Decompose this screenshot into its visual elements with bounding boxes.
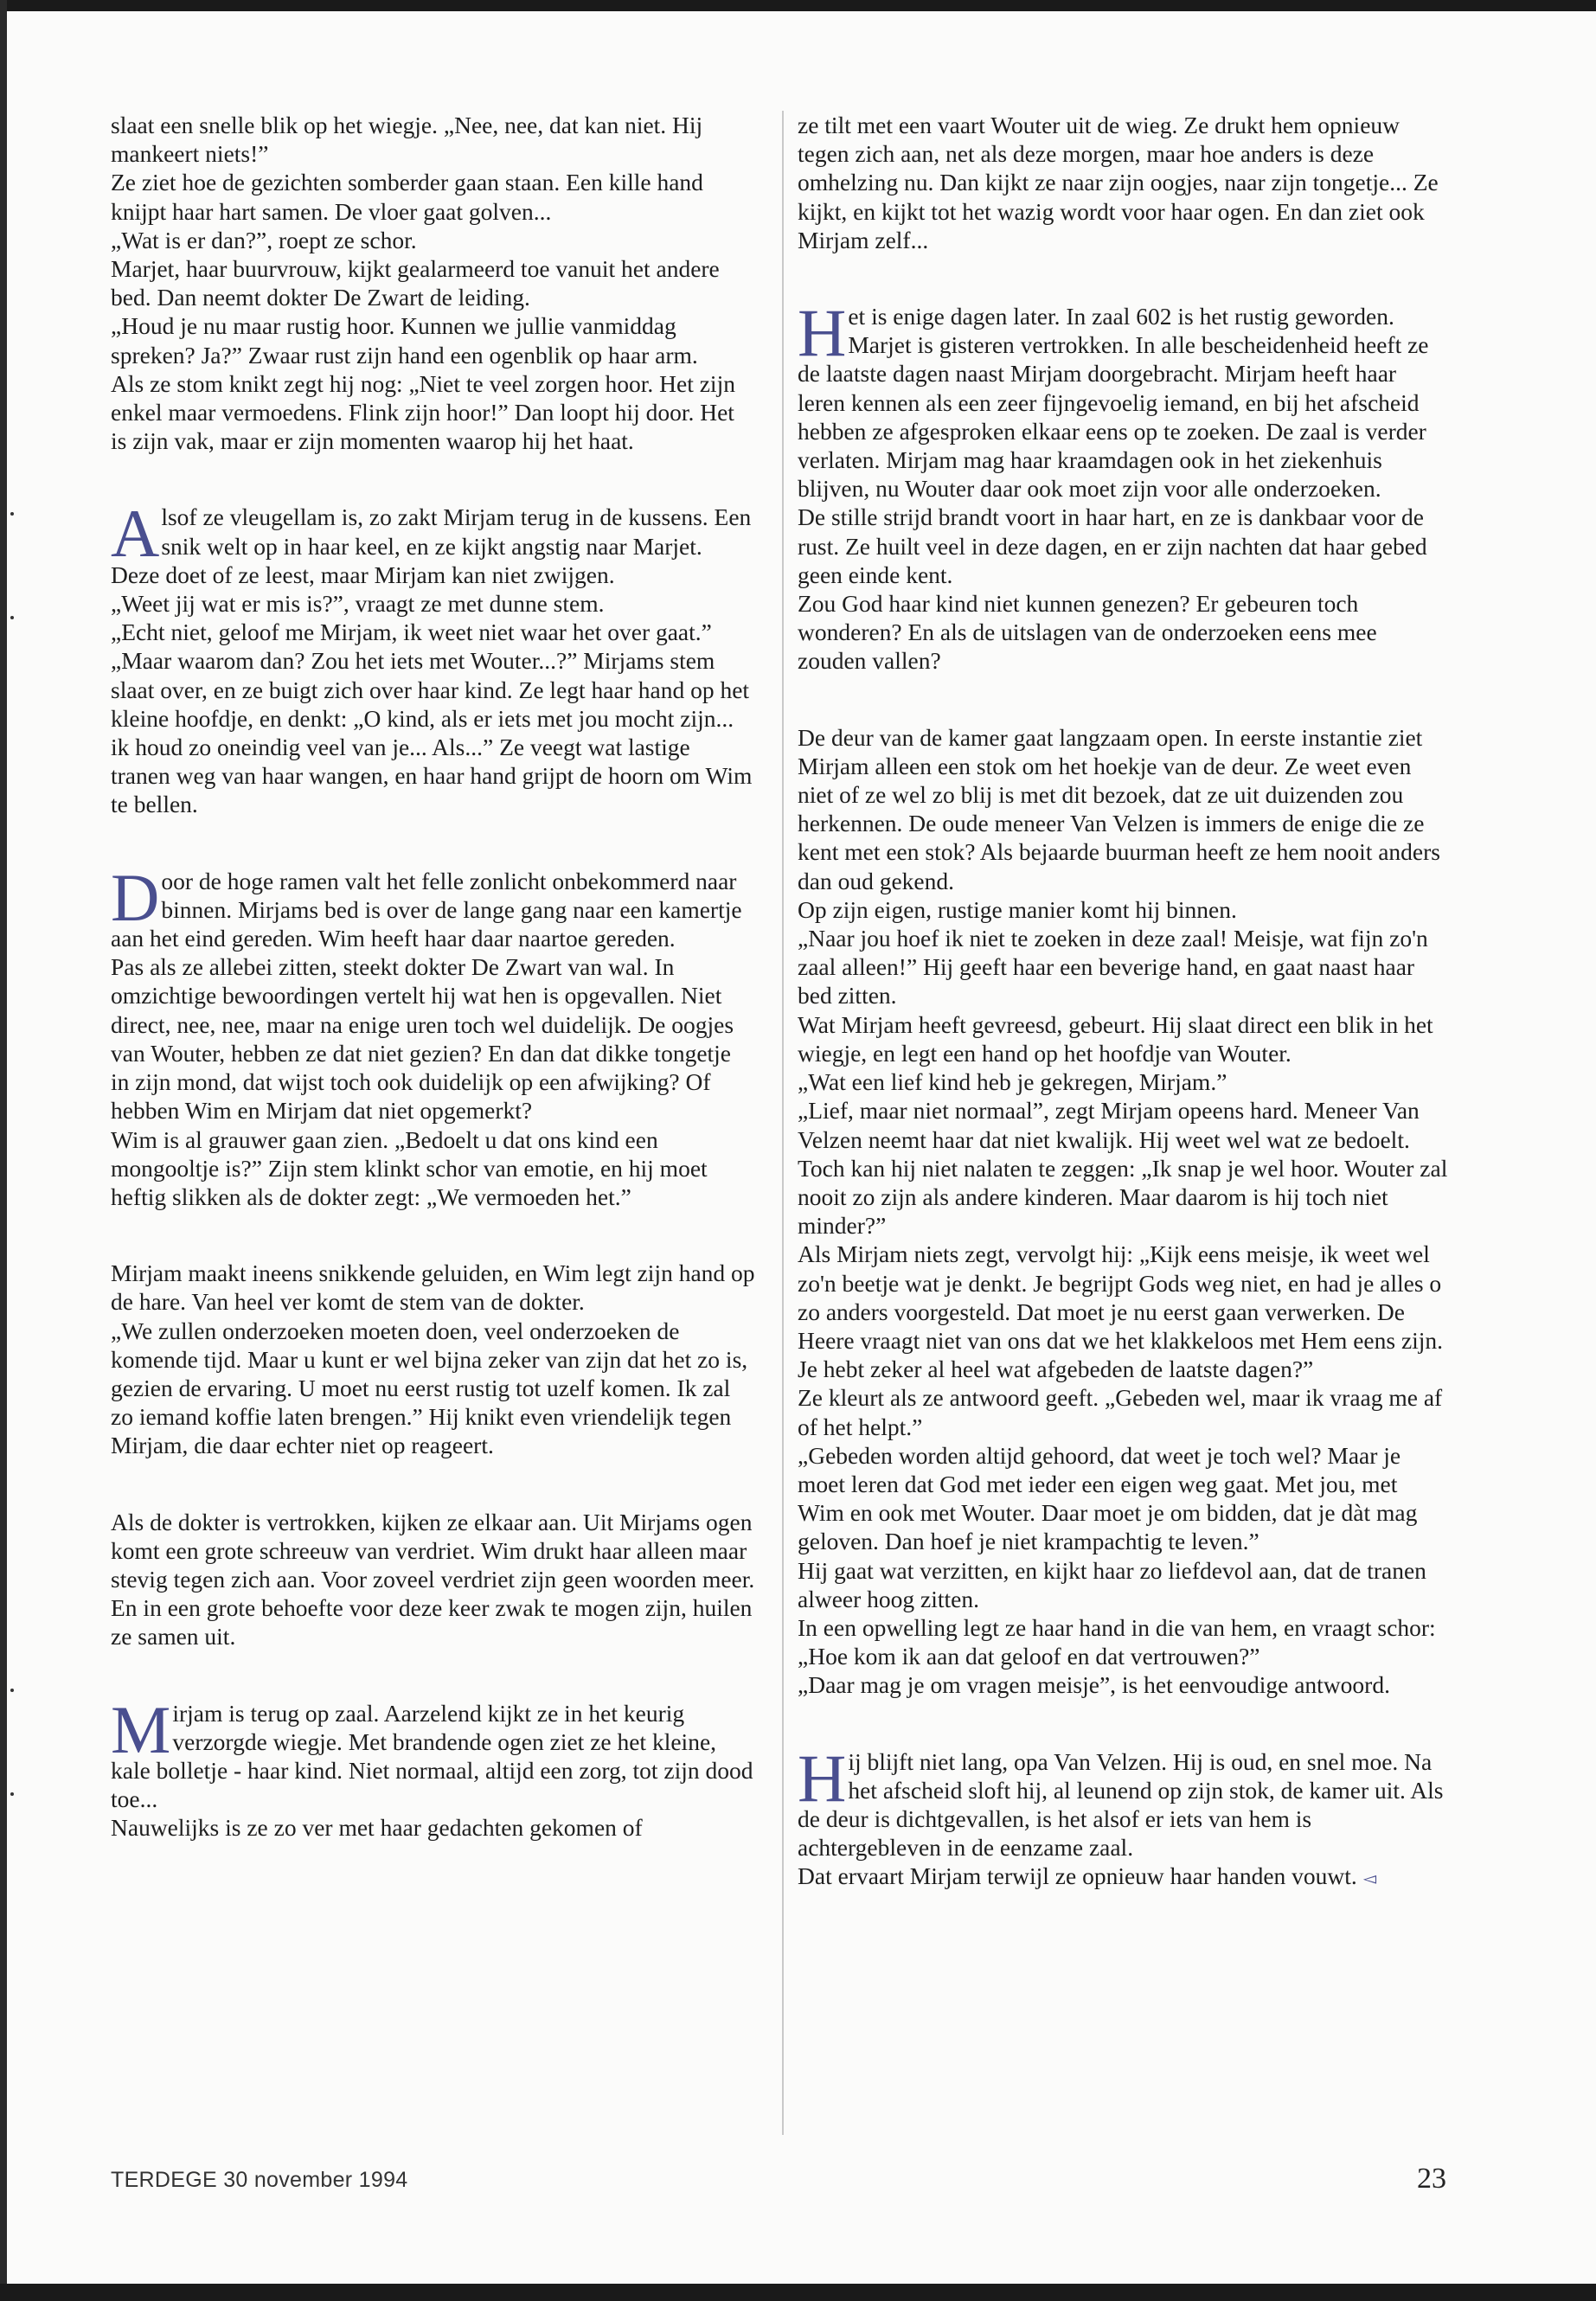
section-gap <box>111 1651 755 1699</box>
paragraph <box>798 1240 1448 1383</box>
paragraph-text: „Echt niet, geloof me Mirjam, ik weet niet waar het over gaat.” <box>111 619 712 646</box>
right-column <box>798 111 1448 1894</box>
section-gap <box>798 254 1448 302</box>
text-section <box>798 723 1448 1700</box>
paragraph-text: Wat Mirjam heeft gevreesd, gebeurt. Hij slaat direct een blik in het wiegje, en legt een hand op het hoofdje van Wouter. <box>798 1010 1433 1067</box>
paragraph-text: „Weet jij wat er mis is?”, vraagt ze met dunne stem. <box>111 590 605 618</box>
left-column <box>111 111 755 1843</box>
paragraph <box>111 646 755 818</box>
bottom-border <box>0 2284 1596 2301</box>
paragraph <box>798 1862 1448 1893</box>
paragraph-text: „Daar mag je om vragen meisje”, is het eenvoudige antwoord. <box>798 1671 1390 1699</box>
section-gap <box>798 676 1448 723</box>
paragraph-text: ze tilt met een vaart Wouter uit de wieg. Ze drukt hem opnieuw tegen zich aan, net als deze morgen, maar hoe anders is deze omhelzing nu. Dan kijkt ze naar zijn oogjes, naar zijn tongetje... Ze kijkt, en kijkt tot het wazig wordt voor haar ogen. En dan ziet ook Mirjam zelf... <box>798 112 1439 253</box>
section-gap <box>111 1460 755 1508</box>
paragraph <box>798 924 1448 1010</box>
paragraph <box>111 618 755 646</box>
paragraph <box>798 111 1448 254</box>
paragraph-text: ij blijft niet lang, opa Van Velzen. Hij is oud, en snel moe. Na het afscheid sloft hij, al leunend op zijn stok, de kamer uit. Als de deur is dichtgevallen, is het alsof er iets van hem is achtergebleven in de eenzame zaal. <box>798 1747 1444 1862</box>
drop-cap: A <box>111 496 160 572</box>
drop-cap: D <box>111 859 160 935</box>
end-of-article-icon: ◅ <box>1362 1868 1377 1889</box>
margin-dot <box>10 1689 14 1692</box>
text-section <box>798 1740 1448 1894</box>
paragraph-text: lsof ze vleugellam is, zo zakt Mirjam terug in de kussens. Een snik welt op in haar keel, en ze kijkt angstig naar Marjet. Deze doet of ze leest, maar Mirjam kan niet zwijgen. <box>111 503 752 588</box>
text-section <box>798 295 1448 676</box>
paragraph-text: oor de hoge ramen valt het felle zonlicht onbekommerd naar binnen. Mirjams bed is over de lange gang naar een kamertje aan het eind gereden. Wim heeft haar daar naartoe gereden. <box>111 867 742 952</box>
paragraph <box>798 1613 1448 1670</box>
drop-cap: H <box>798 295 847 371</box>
paragraph <box>798 723 1448 895</box>
paragraph-text: „Houd je nu maar rustig hoor. Kunnen we jullie vanmiddag spreken? Ja?” Zwaar rust zijn hand een ogenblik op haar arm. <box>111 312 698 369</box>
paragraph-text: et is enige dagen later. In zaal 602 is het rustig geworden. Marjet is gisteren vertrokken. In alle bescheidenheid heeft ze de laatste dagen naast Mirjam doorgebracht. Mirjam heeft haar leren kennen als een zeer fijngevoelig iemand, en bij het afscheid hebben ze afgesproken elkaar eens op te zoeken. De zaal is verder verlaten. Mirjam mag haar kraamdagen ook in het ziekenhuis blijven, nu Wouter daar ook moet zijn voor alle onderzoeken. <box>798 303 1429 503</box>
paragraph-text: „Wat een lief kind heb je gekregen, Mirjam.” <box>798 1068 1227 1096</box>
paragraph-text: Dat ervaart Mirjam terwijl ze opnieuw haar handen vouwt. <box>798 1862 1357 1890</box>
margin-dot <box>10 616 14 619</box>
paragraph-text: irjam is terug op zaal. Aarzelend kijkt ze in het keurig verzorgde wiegje. Met brandende ogen ziet ze het kleine, kale bolletje - haar kind. Niet normaal, altijd een zorg, tot zijn dood toe... <box>111 1699 753 1813</box>
paragraph <box>798 1096 1448 1240</box>
paragraph-text: slaat een snelle blik op het wiegje. „Nee, nee, dat kan niet. Hij mankeert niets!” <box>111 112 703 168</box>
text-section <box>111 111 755 455</box>
page-number: 23 <box>1417 2163 1446 2195</box>
paragraph <box>798 503 1448 589</box>
margin-dot <box>10 512 14 516</box>
paragraph <box>798 1670 1448 1699</box>
paragraph-text: Hij gaat wat verzitten, en kijkt haar zo liefdevol aan, dat de tranen alweer hoog zitten. <box>798 1556 1426 1612</box>
paragraph <box>111 254 755 311</box>
paragraph <box>798 589 1448 676</box>
section-gap <box>111 819 755 867</box>
text-section <box>798 111 1448 254</box>
paragraph-text: „Maar waarom dan? Zou het iets met Wouter...?” Mirjams stem slaat over, en ze buigt zich over haar kind. Ze legt haar hand op het kleine hoofdje, en denkt: „O kind, als er iets met jou mocht zijn... ik houd zo oneindig veel van je... Als...” Ze veegt wat lastige tranen weg van haar wangen, en haar hand grijpt de hoorn om Wim te bellen. <box>111 647 753 818</box>
paragraph-text: Wim is al grauwer gaan zien. „Bedoelt u dat ons kind een mongooltje is?” Zijn stem klinkt schor van emotie, en hij moet heftig slikken als de dokter zegt: „We vermoeden het.” <box>111 1125 708 1210</box>
top-border <box>0 0 1596 11</box>
paragraph <box>111 311 755 369</box>
section-gap <box>798 1700 1448 1747</box>
paragraph <box>798 1383 1448 1440</box>
text-section <box>111 1508 755 1651</box>
left-border <box>0 0 7 2301</box>
paragraph <box>111 1508 755 1651</box>
text-section <box>111 496 755 818</box>
paragraph-text: „Naar jou hoef ik niet te zoeken in deze zaal! Meisje, wat fijn zo'n zaal alleen!” Hij geeft haar een beverige hand, en gaat naast haar bed zitten. <box>798 925 1428 1009</box>
margin-dot <box>10 1792 14 1796</box>
text-section <box>111 1691 755 1843</box>
paragraph <box>111 496 755 589</box>
paragraph <box>798 1441 1448 1556</box>
paragraph <box>111 589 755 618</box>
text-section <box>111 859 755 1211</box>
paragraph-text: „Wat is er dan?”, roept ze schor. <box>111 226 417 253</box>
paragraph <box>798 895 1448 924</box>
text-section <box>111 1259 755 1459</box>
paragraph-text: In een opwelling legt ze haar hand in die van hem, en vraagt schor: „Hoe kom ik aan dat geloof en dat vertrouwen?” <box>798 1613 1436 1670</box>
paragraph <box>111 1259 755 1316</box>
paragraph-text: „We zullen onderzoeken moeten doen, veel onderzoeken de komende tijd. Maar u kunt er wel bijna zeker van zijn dat het zo is, gezien de ervaring. U moet nu eerst rustig tot uzelf komen. Ik zal zo iemand koffie laten brengen.” Hij knikt even vriendelijk tegen Mirjam, die daar echter niet op reageert. <box>111 1317 748 1459</box>
paragraph <box>798 1740 1448 1862</box>
paragraph <box>111 226 755 254</box>
paragraph <box>111 859 755 953</box>
paragraph-text: Als de dokter is vertrokken, kijken ze elkaar aan. Uit Mirjams ogen komt een grote schreeuw van verdriet. Wim drukt haar alleen maar stevig tegen zich aan. Voor zoveel verdriet zijn geen woorden meer. En in een grote behoefte voor deze keer zwak te mogen zijn, huilen ze samen uit. <box>111 1508 755 1650</box>
publication-footer: TERDEGE 30 november 1994 <box>111 2168 408 2192</box>
paragraph <box>111 1125 755 1212</box>
paragraph-text: Marjet, haar buurvrouw, kijkt gealarmeerd toe vanuit het andere bed. Dan neemt dokter De Zwart de leiding. <box>111 255 720 311</box>
paragraph-text: Zou God haar kind niet kunnen genezen? Er gebeuren toch wonderen? En als de uitslagen van de onderzoeken eens mee zouden vallen? <box>798 590 1377 675</box>
drop-cap: M <box>111 1691 171 1767</box>
paragraph <box>111 369 755 456</box>
paragraph <box>798 1067 1448 1096</box>
paragraph <box>798 295 1448 503</box>
paragraph-text: Ze ziet hoe de gezichten somberder gaan staan. Een kille hand knijpt haar hart samen. De vloer gaat golven... <box>111 169 703 225</box>
paragraph <box>111 168 755 225</box>
section-gap <box>111 1211 755 1259</box>
paragraph <box>111 1317 755 1460</box>
paragraph-text: „Gebeden worden altijd gehoord, dat weet je toch wel? Maar je moet leren dat God met ieder een eigen weg gaat. Met jou, met Wim en ook met Wouter. Daar moet je om bidden, dat je dàt mag geloven. Dan hoef je niet krampachtig te leven.” <box>798 1441 1418 1555</box>
paragraph <box>111 952 755 1125</box>
paragraph <box>798 1556 1448 1613</box>
paragraph-text: „Lief, maar niet normaal”, zegt Mirjam opeens hard. Meneer Van Velzen neemt haar dat niet kwalijk. Hij weet wel wat ze bedoelt. Toch kan hij niet nalaten te zeggen: „Ik snap je wel hoor. Wouter zal nooit zo zijn als andere kinderen. Maar daarom is hij toch niet minder?” <box>798 1097 1448 1240</box>
paragraph-text: Op zijn eigen, rustige manier komt hij binnen. <box>798 895 1237 923</box>
paragraph-text: De stille strijd brandt voort in haar hart, en ze is dankbaar voor de rust. Ze huilt veel in deze dagen, en er zijn nachten dat haar gebed geen einde kent. <box>798 503 1427 588</box>
paragraph-text: Ze kleurt als ze antwoord geeft. „Gebeden wel, maar ik vraag me af of het helpt.” <box>798 1384 1443 1440</box>
paragraph-text: De deur van de kamer gaat langzaam open. In eerste instantie ziet Mirjam alleen een stok om het hoekje van de deur. Ze weet even niet of ze wel zo blij is met dit bezoek, dat ze uit duizenden zou herkennen. De oude meneer Van Velzen is immers de enige die ze kent met een stok? Als bejaarde buurman heeft ze hem nooit anders dan oud gekend. <box>798 723 1440 894</box>
paragraph-text: Als ze stom knikt zegt hij nog: „Niet te veel zorgen hoor. Het zijn enkel maar vermoedens. Flink zijn hoor!” Dan loopt hij door. Het is zijn vak, maar er zijn momenten waarop hij het haat. <box>111 369 735 455</box>
paragraph <box>798 1010 1448 1067</box>
paragraph-text: Pas als ze allebei zitten, steekt dokter De Zwart van wal. In omzichtige bewoordingen vertelt hij wat hen is opgevallen. Niet direct, nee, nee, maar na enige uren toch wel duidelijk. De oogjes van Wouter, hebben ze dat niet gezien? En dan dat dikke tongetje in zijn mond, dat wijst toch ook duidelijk op een afwijking? Of hebben Wim en Mirjam dat niet opgemerkt? <box>111 953 734 1125</box>
paragraph <box>111 1813 755 1842</box>
section-gap <box>111 455 755 503</box>
paragraph-text: Nauwelijks is ze zo ver met haar gedachten gekomen of <box>111 1814 643 1842</box>
column-divider <box>782 111 784 2135</box>
drop-cap: H <box>798 1740 847 1816</box>
paragraph <box>111 111 755 168</box>
paragraph <box>111 1691 755 1814</box>
paragraph-text: Als Mirjam niets zegt, vervolgt hij: „Kijk eens meisje, ik weet wel zo'n beetje wat je denkt. Je begrijpt Gods weg niet, en had je alles o zo anders voorgesteld. Dat moet je nu eerst gaan verwerken. De Heere vraagt niet van ons dat we het klakkeloos met Hem eens zijn. Je hebt zeker al heel wat afgebeden de laatste dagen?” <box>798 1240 1444 1383</box>
paragraph-text: Mirjam maakt ineens snikkende geluiden, en Wim legt zijn hand op de hare. Van heel ver komt de stem van de dokter. <box>111 1259 755 1316</box>
